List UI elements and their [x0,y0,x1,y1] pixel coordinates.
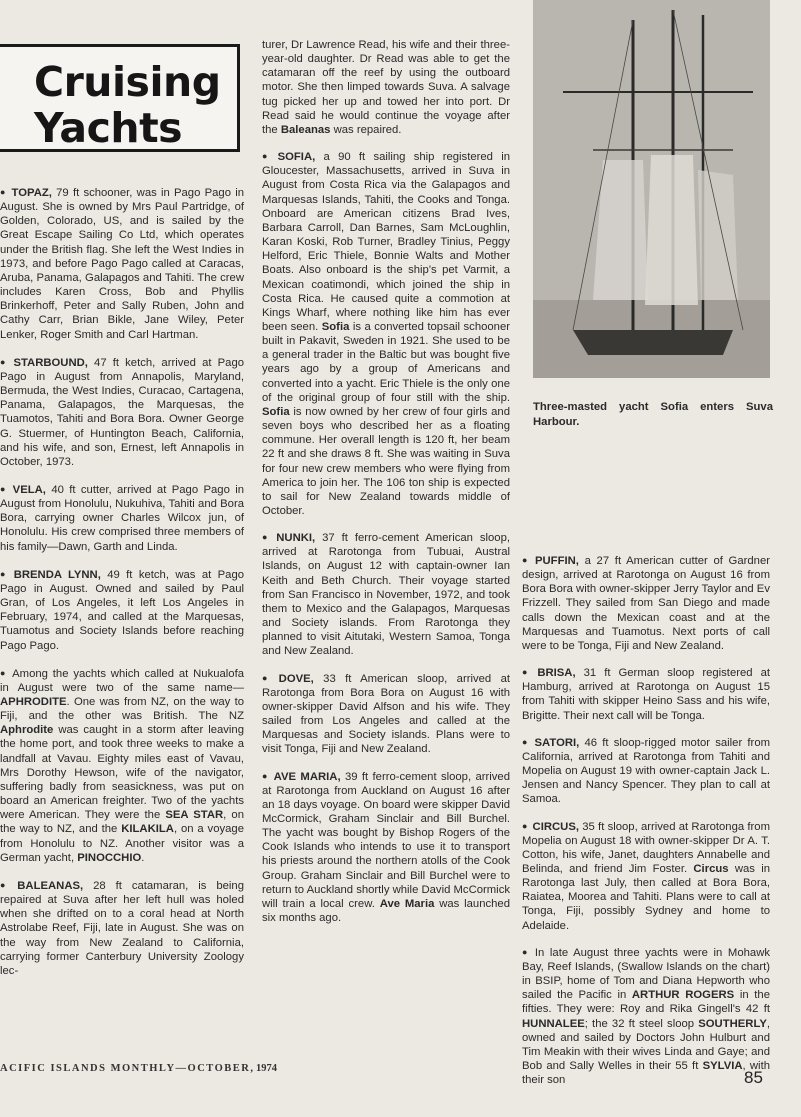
bullet-icon: ● [262,532,272,543]
ship-illustration [533,0,770,378]
title-line-1: Cruising [34,58,221,106]
yacht-name: VELA, [12,483,46,496]
yacht-name: STARBOUND, [13,356,88,369]
column-2 [262,38,510,937]
page-title [34,59,221,151]
bullet-icon: ● [0,356,9,367]
entry-nunki: ● NUNKI, 37 ft ferro-cement American sloop, arrived at Rarotonga from Tubuai, Austral Islands, on August 12 with captain-owner Ian Keith and Beth Church. Their voyage started from San Francisco in November, 1972, and took them to Mexico and the Galapagos, Marquesas and Society islands. From Rarotonga they planned to visit Aitutaki, Western Samoa, Tonga and New Zealand. [262,532,511,658]
entry-starbound: ● STARBOUND, 47 ft ketch, arrived at Pago Pago in August from Annapolis, Maryland, Bermuda, the West Indies, Curacao, Cartagena, Panama, Galapagos, the Marquesas, the Tuamotos, Tahiti and Bora Bora. Owner George G. Stuermer, of Huntington Beach, California, and his wife, and son, Ernest, left Annapolis in October, 1973. [0,356,245,468]
bullet-icon: ● [522,667,533,678]
page-number: 85 [744,1068,763,1087]
entry-vela: ● VELA, 40 ft cutter, arrived at Pago Pago in August from Honolulu, Nukuhiva, Tahiti and Bora Bora, carrying owner Charles Wilcox jun, of Honolulu. His crew comprised three members of his family—Dawn, Garth and Linda. [0,483,245,553]
bullet-icon: ● [262,672,274,683]
title-line-2: Yachts [34,104,183,152]
entry-brisa: ● BRISA, 31 ft German sloop registered at Hamburg, arrived at Rarotonga on August 15 from Tahiti with skipper Heino Sass and his wife, Brigitte. Their next call will be Tonga. [522,667,770,722]
page-footer: ACIFIC ISLANDS MONTHLY—OCTOBER, [0,1063,255,1074]
yacht-name: BALEANAS, [17,879,84,892]
yacht-name: NUNKI, [276,532,316,545]
bullet-icon: ● [262,151,273,162]
footer-year: 1974 [256,1063,277,1074]
bullet-icon: ● [0,879,13,890]
entry-ave-maria: ● AVE MARIA, 39 ft ferro-cement sloop, arrived at Rarotonga from Auckland on August 16 after an 18 days voyage. On board were skipper David McCormick, Graham Sinclair and Bill Burchel. The yacht was bought by Bishop Rogers of the Cook Islands who intends to use it to transport his priests around the northern atolls of the Cook Group. Graham Sinclair and Bill Burchel were to return to Auckland shortly while David McCormick will train a local crew. Ave Maria was launched six months ago. [262,770,510,925]
entry-dove: ● DOVE, 33 ft American sloop, arrived at Rarotonga from Bora Bora on August 16 with owner-skipper David Alfson and his wife. They sailed from Los Angeles and called at the Marquesas and Society islands. Plans were to visit Tonga, Fiji and New Zealand. [262,672,510,756]
yacht-name: SATORI, [534,736,580,749]
yacht-name: PUFFIN, [534,555,579,567]
entry-baleanas-continued: turer, Dr Lawrence Read, his wife and their three-year-old daughter. Dr Read was able to get the catamaran off the reef by using the outboard motor. She then limped towards Suva. A salvage tug picked her up and towed her into port. Dr Read said he would continue the voyage after the Baleanas was repaired. [262,39,510,136]
title-box [0,44,240,152]
entry-baleanas: ● BALEANAS, 28 ft catamaran, is being repaired at Suva after her left hull was holed when she drifted on to a coral head at North Astrolabe Reef, Fiji, late in August. She was on the way from New Zealand to California, carrying former Canterbury University Zoology lec- [0,879,245,977]
yacht-name: SOFIA, [277,151,316,164]
column-1 [0,185,244,991]
column-3 [522,553,770,1099]
bullet-icon: ● [522,555,530,565]
bullet-icon: ● [522,946,530,957]
entry-topaz: ● TOPAZ, 79 ft schooner, was in Pago Pago in August. She is owned by Mrs Paul Partridge, of Golden, Colorado, US, and is sailed by the Great Escape Sailing Co Ltd, which operates under the British flag. She left the West Indies in 1973, and before Pago Pago called at Caracas, Aruba, Panama, Galapagos and Tahiti. The crew includes Karen Cross, Bob and Phyllis Brinkerhoff, Peter and Sally Ruben, John and Cathy Carr, Brian Bikle, Jane Wiley, Peter Lenker, Roger Smith and Carl Hartman. [0,187,244,341]
bullet-icon: ● [0,187,7,197]
bullet-icon: ● [0,483,8,494]
bullet-icon: ● [522,736,530,747]
yacht-name: CIRCUS, [532,820,579,833]
entry-sofia: ● SOFIA, a 90 ft sailing ship registered in Gloucester, Massachusetts, arrived in Suva in August from Costa Rica via the Galapagos and Marquesas Islands, Tahiti, the Cooks and Tonga. Onboard are American citizens Brad Ives, Barbara Carroll, Dan Barnes, Sam McLoughlin, Karan Koski, Rob Turner, Bradley Tinius, Peggy Helford, Eric Thiele, Bonnie Walts and Mother Boats. Also onboard is the ship's pet Varmit, a Mexican coatimondi, which joined the ship in Costa Rica. He caused quite a commotion at Kings Wharf, where nothing like him has ever been seen. Sofia is a converted topsail schooner built in Pakavit, Sweden in 1921. She used to be a general trader in the Baltic but was bought five years ago by a group of Americans and converted into a yacht. Eric Thiele is the only one of the original group of four still with the ship. Sofia is now owned by her crew of four girls and seven boys who described her as a floating commune. Her overall length is 120 ft, her beam 22 ft and she draws 8 ft. She was waiting in Suva for four new crew members who were flying from America to join her. The 106 ton ship is expected to sail for New Zealand towards middle of October. [262,151,511,517]
entry-puffin: ● PUFFIN, a 27 ft American cutter of Gardner design, arrived at Rarotonga on August 16 from Bora Bora with owner-skipper Jerry Taylor and Ev Frizzell. They sailed from San Diego and made calls down the Mexican coast and at the Marquesas and Tuamotus. Next ports of call were to be Tonga, Fiji and New Zealand. [522,555,770,652]
yacht-name: BRENDA LYNN, [13,568,101,581]
yacht-name: TOPAZ, [11,187,52,199]
yacht-name: DOVE, [278,672,314,685]
entry-circus: ● CIRCUS, 35 ft sloop, arrived at Rarotonga from Mopelia on August 18 with owner-skipper Dr A. T. Cotton, his wife, Janet, daughters Annabelle and Belinda, and friend Jim Foster. Circus was in Rarotonga last July, then called at Bora Bora, Raiatea, Moorea and Tahiti. Plans were to call at Tonga, Fiji, possibly Sydney and home to Adelaide. [522,820,770,932]
entry-brenda-lynn: ● BRENDA LYNN, 49 ft ketch, was at Pago Pago in August. Owned and sailed by Paul Gran, of Los Angeles, it left Los Angeles in February, 1974, and called at the Marquesas, Tuamotus and Society Islands before reaching Pago Pago. [0,568,245,652]
sofia-ship-photo [533,0,770,378]
entry-mohawk-bay: ● In late August three yachts were in Mohawk Bay, Reef Islands, (Swallow Islands on the chart) in BSIP, home of Tom and Diana Hepworth who sailed the Pacific in ARTHUR ROGERS in the fifties. They were: Roy and Rika Gingell's 42 ft HUNNALEE; the 32 ft steel sloop SOUTHERLY, owned and sailed by Doctors John Hulburt and Tim Meakin with their wives Linda and Gaye; and Bob and Sally Welles in their 55 ft SYLVIA, with their son [522,946,771,1087]
entry-nukualofa: ● Among the yachts which called at Nukualofa in August were two of the same name—APHRODITE. One was from NZ, on the way to Fiji, and the other was British. The NZ Aphrodite was caught in a storm after leaving the home port, and took three weeks to make a landfall at Vavau. Eighty miles east of Vavau, Mrs Dorothy Hewson, wife of the navigator, suffering badly from seasickness, was put on board an American freighter. Two of the yachts were American. They were the SEA STAR, on the way to NZ, and the KILAKILA, on a voyage from Honolulu to NZ. Another visitor was a German yacht, PINOCCHIO. [0,667,245,864]
bullet-icon: ● [0,568,9,579]
yacht-name: AVE MARIA, [273,770,341,783]
entry-satori: ● SATORI, 46 ft sloop-rigged motor sailer from California, arrived at Rarotonga from Tahiti and Mopelia on August 19 with owner-captain Jack L. Jensen and Nancy Spencer. They plan to call at Samoa. [522,736,771,806]
yacht-name: BRISA, [537,667,576,680]
bullet-icon: ● [262,770,269,781]
bullet-icon: ● [0,667,8,678]
bullet-icon: ● [522,820,528,831]
photo-caption: Three-masted yacht Sofia enters Suva Harbour. [533,401,773,428]
